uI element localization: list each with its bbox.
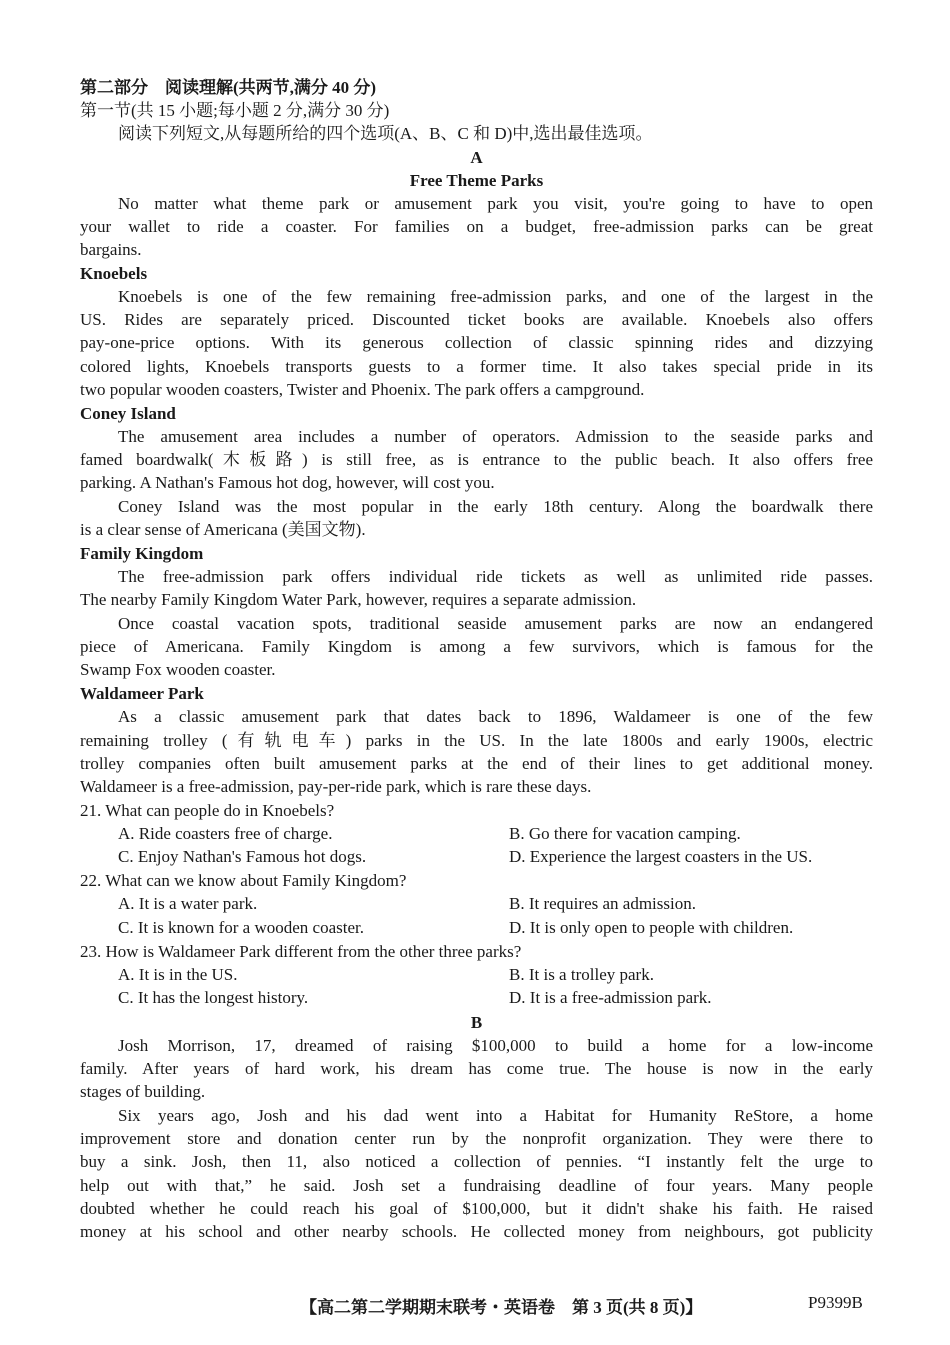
paragraph-line: famed boardwalk(木板路) is still free, as is entrance to the public beach. It also offers free [80, 450, 873, 469]
paragraph-line: The amusement area includes a number of operators. Admission to the seaside parks and [118, 427, 873, 446]
paragraph-line: Josh Morrison, 17, dreamed of raising $100,000 to build a home for a low-income [118, 1036, 873, 1055]
paragraph-line: buy a sink. Josh, then 11, also noticed a collection of pennies. “I instantly felt the urge to [80, 1152, 873, 1171]
section-heading-knoebels: Knoebels [80, 264, 148, 283]
question-21-stem: 21. What can people do in Knoebels? [80, 801, 335, 820]
part-heading: 第二部分 阅读理解(共两节,满分 40 分) [80, 78, 377, 97]
paragraph-line: your wallet to ride a coaster. For families on a budget, free-admission parks can be great [80, 217, 873, 236]
question-22-option-b: B. It requires an admission. [509, 894, 696, 913]
section-heading-waldameer: Waldameer Park [80, 684, 204, 703]
question-23-option-d: D. It is a free-admission park. [509, 988, 712, 1007]
paragraph-line: piece of Americana. Family Kingdom is among a few survivors, which is famous for the [80, 637, 873, 656]
question-22-stem: 22. What can we know about Family Kingdom? [80, 871, 407, 890]
instruction: 阅读下列短文,从每题所给的四个选项(A、B、C 和 D)中,选出最佳选项。 [118, 124, 653, 143]
passage-a-letter: A [470, 148, 483, 167]
paragraph-line: bargains. [80, 240, 142, 259]
paragraph-line: money at his school and other nearby schools. He collected money from neighbours, got publicity [80, 1222, 873, 1241]
paragraph-line: doubted whether he could reach his goal of $100,000, but it didn't shake his faith. He raised [80, 1199, 873, 1218]
footer-code: P9399B [808, 1293, 863, 1312]
paragraph-line: The nearby Family Kingdom Water Park, however, requires a separate admission. [80, 590, 637, 609]
paragraph-line: improvement store and donation center run by the nonprofit organization. They were there to [80, 1129, 873, 1148]
paragraph-line: parking. A Nathan's Famous hot dog, however, will cost you. [80, 473, 495, 492]
question-21-option-c: C. Enjoy Nathan's Famous hot dogs. [118, 847, 367, 866]
paragraph-line: remaining trolley (有轨电车) parks in the US. In the late 1800s and early 1900s, electric [80, 731, 873, 750]
question-23-option-b: B. It is a trolley park. [509, 965, 654, 984]
paragraph-line: Once coastal vacation spots, traditional seaside amusement parks are now an endangered [118, 614, 873, 633]
paragraph-line: two popular wooden coasters, Twister and Phoenix. The park offers a campground. [80, 380, 645, 399]
section-heading-coney-island: Coney Island [80, 404, 176, 423]
paragraph-line: trolley companies often built amusement parks at the end of their lines to get additional money. [80, 754, 873, 773]
passage-a-title: Free Theme Parks [409, 171, 544, 190]
paragraph-line: Swamp Fox wooden coaster. [80, 660, 276, 679]
question-21-option-d: D. Experience the largest coasters in the US. [509, 847, 813, 866]
paragraph-line: colored lights, Knoebels transports guests to a former time. It also takes special pride in its [80, 357, 873, 376]
question-23-option-c: C. It has the longest history. [118, 988, 309, 1007]
question-21-option-b: B. Go there for vacation camping. [509, 824, 741, 843]
paragraph-line: The free-admission park offers individual ride tickets as well as unlimited ride passes. [118, 567, 873, 586]
paragraph-line: No matter what theme park or amusement park you visit, you're going to have to open [118, 194, 873, 213]
paragraph-line: US. Rides are separately priced. Discounted ticket books are available. Knoebels also offers [80, 310, 873, 329]
paragraph-line: Coney Island was the most popular in the early 18th century. Along the boardwalk there [118, 497, 873, 516]
question-22-option-a: A. It is a water park. [118, 894, 258, 913]
footer-title: 【高二第二学期期末联考・英语卷 第 3 页(共 8 页)】 [300, 1298, 703, 1317]
section-heading: 第一节(共 15 小题;每小题 2 分,满分 30 分) [80, 101, 390, 120]
passage-b-letter: B [470, 1013, 483, 1032]
paragraph-line: pay-one-price options. With its generous collection of classic spinning rides and dizzying [80, 333, 873, 352]
question-22-option-c: C. It is known for a wooden coaster. [118, 918, 364, 937]
question-22-option-d: D. It is only open to people with children. [509, 918, 794, 937]
question-23-option-a: A. It is in the US. [118, 965, 238, 984]
paragraph-line: As a classic amusement park that dates back to 1896, Waldameer is one of the few [118, 707, 873, 726]
paragraph-line: Waldameer is a free-admission, pay-per-ride park, which is rare these days. [80, 777, 592, 796]
paragraph-line: stages of building. [80, 1082, 206, 1101]
section-heading-family-kingdom: Family Kingdom [80, 544, 204, 563]
paragraph-line: help out with that,” he said. Josh set a fundraising deadline of four years. Many people [80, 1176, 873, 1195]
paragraph-line: Knoebels is one of the few remaining free-admission parks, and one of the largest in the [118, 287, 873, 306]
paragraph-line: Six years ago, Josh and his dad went into a Habitat for Humanity ReStore, a home [118, 1106, 873, 1125]
question-21-option-a: A. Ride coasters free of charge. [118, 824, 333, 843]
question-23-stem: 23. How is Waldameer Park different from the other three parks? [80, 942, 522, 961]
paragraph-line: is a clear sense of Americana (美国文物). [80, 520, 366, 539]
paragraph-line: family. After years of hard work, his dream has come true. The house is now in the early [80, 1059, 873, 1078]
